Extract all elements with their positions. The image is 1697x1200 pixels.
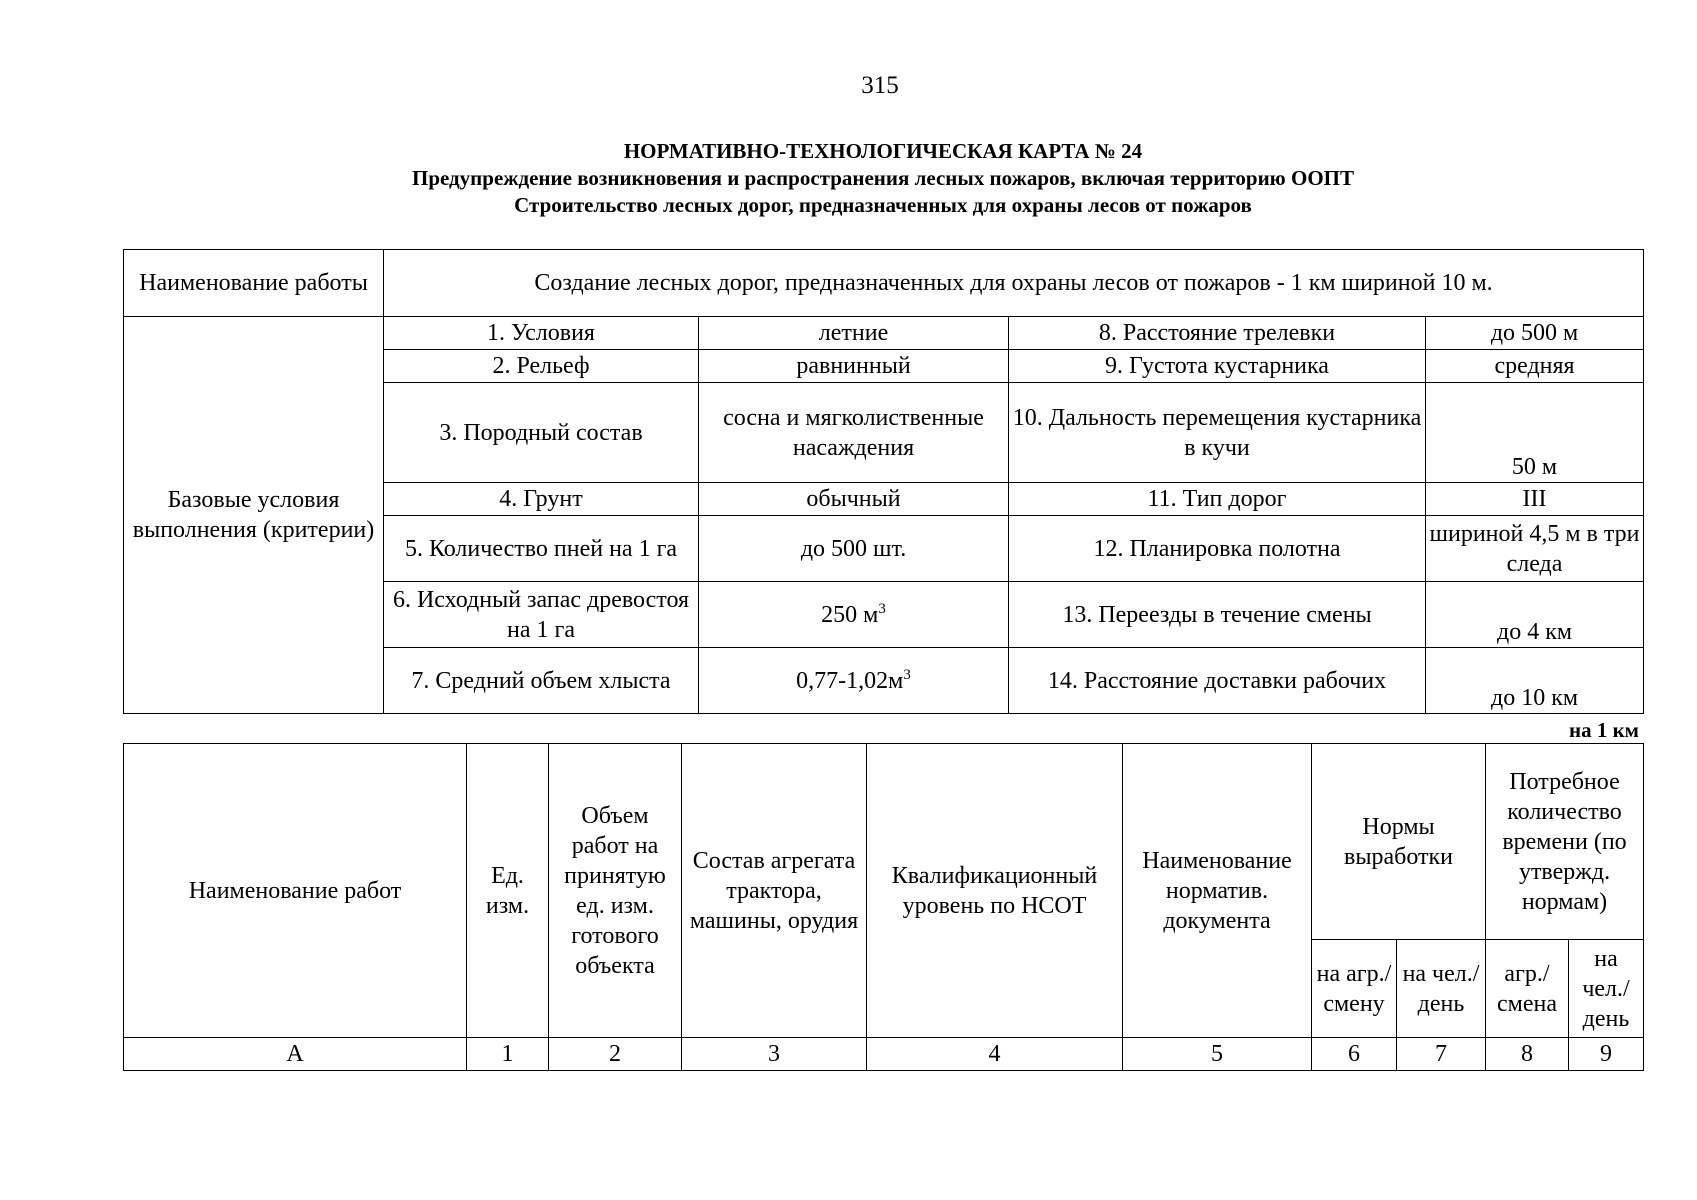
title-line-2: Предупреждение возникновения и распространения лесных пожаров, включая территорию ООПТ (411, 166, 1354, 190)
work-name-row (124, 250, 1644, 317)
condition-value (699, 648, 1009, 714)
condition-value: до 4 км (1426, 582, 1644, 648)
base-conditions-label: Базовые условия выполнения (критерии) (124, 317, 384, 714)
condition-label: 1. Условия (384, 317, 699, 350)
norms-table (123, 743, 1644, 1071)
column-number: 3 (682, 1038, 867, 1071)
column-number: 2 (549, 1038, 682, 1071)
condition-value: 50 м (1426, 383, 1644, 483)
condition-label: 7. Средний объем хлыста (384, 648, 699, 714)
condition-value: шириной 4,5 м в три следа (1426, 516, 1644, 582)
header-document: Наименование норматив. документа (1123, 744, 1312, 1038)
header-time: Потребное количество времени (по утвержд. нормам) (1486, 744, 1644, 940)
condition-value-text: 0,77-1,02м (796, 667, 904, 694)
header-unit: Ед. изм. (467, 744, 549, 1038)
header-norms: Нормы выработки (1312, 744, 1486, 940)
condition-value (699, 582, 1009, 648)
header-row (124, 744, 1644, 940)
condition-value: равнинный (699, 350, 1009, 383)
column-number: 5 (1123, 1038, 1312, 1071)
header-composition: Состав агрегата трактора, машины, орудия (682, 744, 867, 1038)
column-number: 8 (1486, 1038, 1569, 1071)
condition-label: 2. Рельеф (384, 350, 699, 383)
condition-label: 9. Густота кустарника (1009, 350, 1426, 383)
condition-label: 6. Исходный запас древостоя на 1 га (384, 582, 699, 648)
unit-note: на 1 км (1568, 718, 1639, 742)
page-number: 315 (861, 72, 899, 99)
work-name-value: Создание лесных дорог, предназначенных для охраны лесов от пожаров - 1 км шириной 10 м. (384, 250, 1644, 317)
title-line-1: НОРМАТИВНО-ТЕХНОЛОГИЧЕСКАЯ КАРТА № 24 (623, 139, 1143, 163)
condition-label: 12. Планировка полотна (1009, 516, 1426, 582)
condition-label: 4. Грунт (384, 483, 699, 516)
condition-label: 3. Породный состав (384, 383, 699, 483)
header-work-name: Наименование работ (124, 744, 467, 1038)
condition-row (124, 317, 1644, 350)
column-number: 9 (1569, 1038, 1644, 1071)
column-number: 4 (867, 1038, 1123, 1071)
column-number: 7 (1397, 1038, 1486, 1071)
header-norm-per-person: на чел./ день (1397, 940, 1486, 1038)
condition-value: обычный (699, 483, 1009, 516)
condition-label: 11. Тип дорог (1009, 483, 1426, 516)
header-qualification: Квалификационный уровень по НСОТ (867, 744, 1123, 1038)
superscript: 3 (878, 600, 886, 617)
condition-label: 8. Расстояние трелевки (1009, 317, 1426, 350)
condition-value: до 10 км (1426, 648, 1644, 714)
condition-value: до 500 шт. (699, 516, 1009, 582)
work-name-label: Наименование работы (124, 250, 384, 317)
column-number: 6 (1312, 1038, 1397, 1071)
header-volume: Объем работ на принятую ед. изм. готового объекта (549, 744, 682, 1038)
condition-value: до 500 м (1426, 317, 1644, 350)
condition-label: 10. Дальность перемещения кустарника в кучи (1009, 383, 1426, 483)
condition-value: сосна и мягколиственные насаждения (699, 383, 1009, 483)
condition-value: средняя (1426, 350, 1644, 383)
condition-value: III (1426, 483, 1644, 516)
column-number: А (124, 1038, 467, 1071)
condition-label: 13. Переезды в течение смены (1009, 582, 1426, 648)
column-number-row (124, 1038, 1644, 1071)
condition-label: 14. Расстояние доставки рабочих (1009, 648, 1426, 714)
header-time-per-unit: агр./ смена (1486, 940, 1569, 1038)
condition-label: 5. Количество пней на 1 га (384, 516, 699, 582)
header-time-per-person: на чел./ день (1569, 940, 1644, 1038)
condition-value: летние (699, 317, 1009, 350)
column-number: 1 (467, 1038, 549, 1071)
superscript: 3 (903, 666, 911, 683)
condition-value-text: 250 м (821, 601, 879, 628)
document-title (123, 138, 1643, 219)
title-line-3: Строительство лесных дорог, предназначенных для охраны лесов от пожаров (514, 193, 1252, 217)
work-conditions-table (123, 249, 1644, 714)
header-norm-per-unit: на агр./ смену (1312, 940, 1397, 1038)
